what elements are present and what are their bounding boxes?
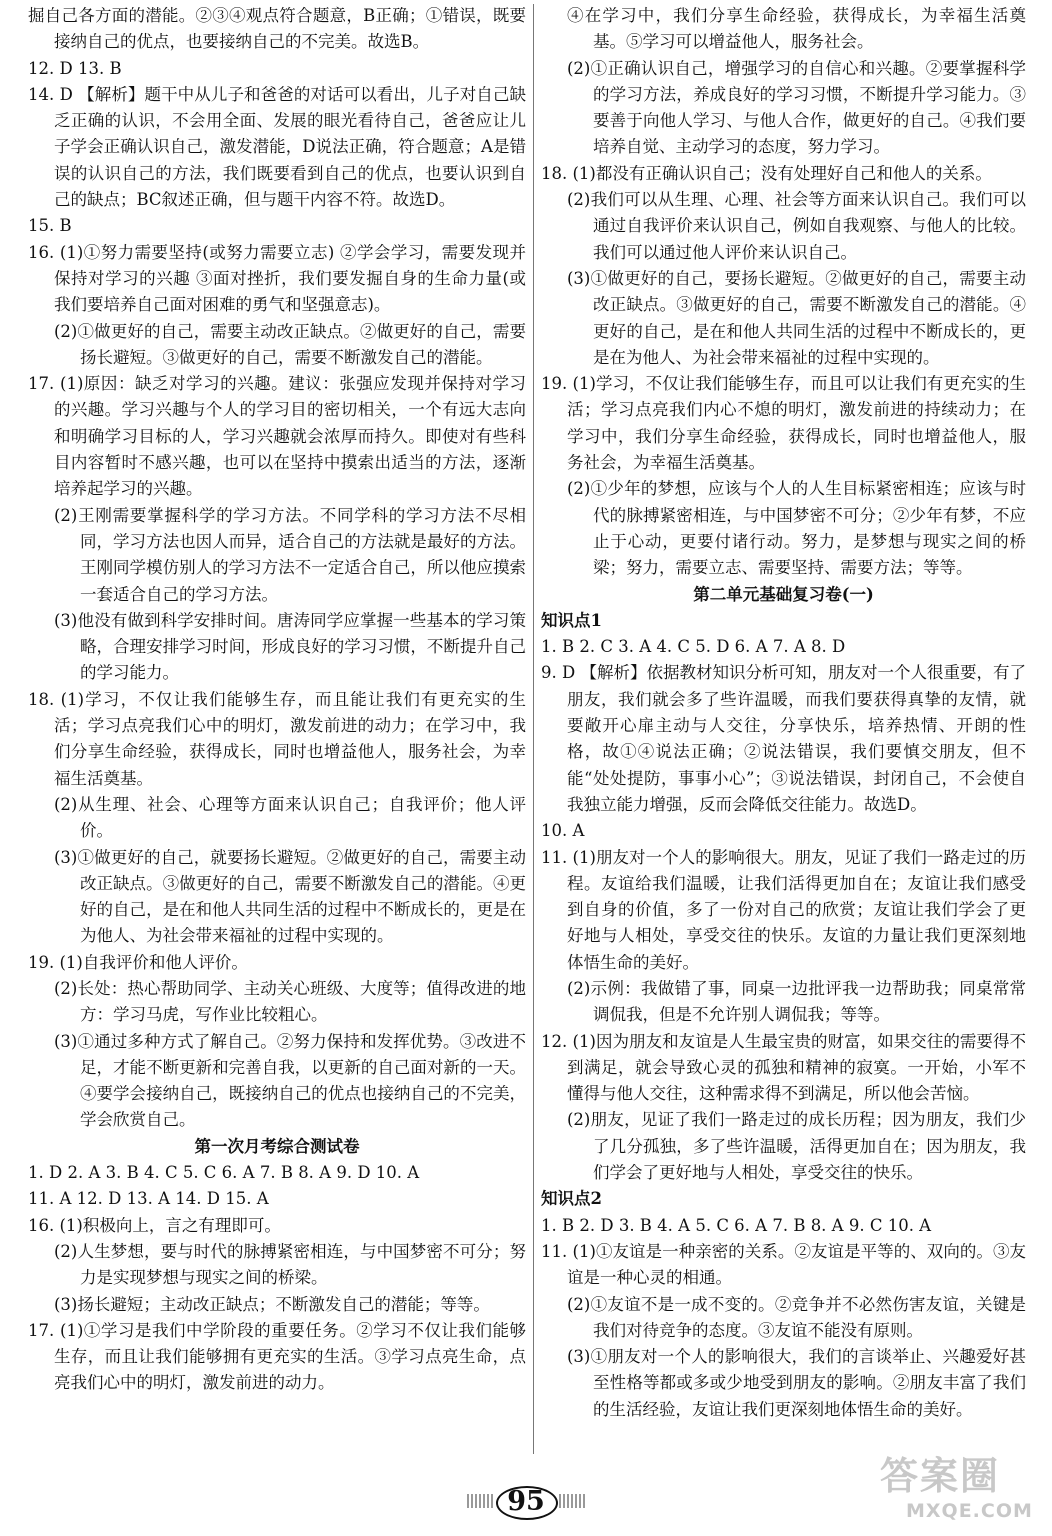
left-column bbox=[28, 3, 526, 1397]
answer-paragraph: 11. A 12. D 13. A 14. D 15. A bbox=[28, 1189, 269, 1209]
page-number-ornament bbox=[467, 1494, 493, 1508]
answer-paragraph: (3)①朋友对一个人的影响很大，我们的言谈举止、兴趣爱好甚至性格等都或多或少地受到朋友的影响。②朋友丰富了我们的生活经验，友谊让我们更深刻地体悟生命的美好。 bbox=[567, 1347, 1026, 1419]
watermark-logo bbox=[880, 1452, 1045, 1532]
answer-paragraph: (2)从生理、社会、心理等方面来认识自己；自我评价；他人评价。 bbox=[54, 794, 526, 841]
answer-paragraph: 10. A bbox=[541, 821, 585, 841]
answer-paragraph: 1. B 2. D 3. B 4. A 5. C 6. A 7. B 8. A 9. C 10. A bbox=[541, 1215, 932, 1235]
answer-paragraph: (3)扬长避短；主动改正缺点；不断激发自己的潜能；等等。 bbox=[54, 1294, 490, 1314]
page-number-text: 95 bbox=[507, 1486, 545, 1517]
answer-paragraph: 18. (1)都没有正确认识自己；没有处理好自己和他人的关系。 bbox=[541, 163, 992, 183]
watermark-title: 答案圈 bbox=[880, 1454, 1001, 1498]
answer-paragraph: (2)长处：热心帮助同学、主动关心班级、大度等；值得改进的地方：学习马虎，写作业比较粗心。 bbox=[54, 978, 526, 1025]
answer-paragraph: 17. (1)原因：缺乏对学习的兴趣。建议：张强应发现并保持对学习的兴趣。学习兴趣与个人的学习目的密切相关，一个有远大志向和明确学习目标的人，学习兴趣就会浓厚而持久。即使对有些科目内容暂时不感兴趣，也可以在坚持中摸索出适当的方法，逐渐培养起学习的兴趣。 bbox=[28, 374, 526, 499]
column-divider bbox=[533, 4, 534, 1454]
answer-paragraph: 17. (1)①学习是我们中学阶段的重要任务。②学习不仅让我们能够生存，而且让我们能够拥有更充实的生活。③学习点亮生命，点亮我们心中的明灯，激发前进的动力。 bbox=[28, 1320, 526, 1393]
answer-paragraph: ④在学习中，我们分享生命经验，获得成长，为幸福生活奠基。⑤学习可以增益他人，服务社会。 bbox=[567, 6, 1026, 52]
answer-paragraph: 1. B 2. C 3. A 4. C 5. D 6. A 7. A 8. D bbox=[541, 637, 846, 657]
answer-paragraph: 16. (1)①努力需要坚持(或努力需要立志) ②学会学习，需要发现并保持对学习的兴趣 ③面对挫折，我们要发掘自身的生命力量(或我们要培养自己面对困难的勇气和坚强意志)。 bbox=[28, 242, 526, 315]
page-number-ornament bbox=[559, 1494, 585, 1508]
knowledge-point-label: 知识点1 bbox=[541, 610, 602, 630]
answer-paragraph: 18. (1)学习，不仅让我们能够生存，而且能让我们有更充实的生活；学习点亮我们心中的明灯，激发前进的动力；在学习中，我们分享生命经验，获得成长，同时也增益他人，服务社会，为幸福生活奠基。 bbox=[28, 689, 526, 788]
page-number bbox=[491, 1482, 561, 1522]
answer-paragraph: 15. B bbox=[28, 216, 72, 236]
answer-paragraph: 14. D 【解析】题干中从儿子和爸爸的对话可以看出，儿子对自己缺乏正确的认识，不会用全面、发展的眼光看待自己，爸爸应让儿子学会正确认识自己，激发潜能，D说法正确，符合题意；A是错误的认识自己的方法，我们既要看到自己的优点，也要认识到自己的缺点；BC叙述正确，但与题干内容不符。故选D。 bbox=[28, 84, 526, 210]
answer-paragraph: (3)他没有做到科学安排时间。唐涛同学应掌握一些基本的学习策略，合理安排学习时间，形成良好的学习习惯，不断提升自己的学习能力。 bbox=[54, 610, 526, 683]
answer-paragraph: (2)①做更好的自己，需要主动改正缺点。②做更好的自己，需要扬长避短。③做更好的自己，需要不断激发自己的潜能。 bbox=[54, 321, 526, 367]
answer-paragraph: (2)王刚需要掌握科学的学习方法。不同学科的学习方法不尽相同，学习方法也因人而异，适合自己的方法就是最好的方法。王刚同学模仿别人的学习方法不一定适合自己，所以他应摸索一套适合自己的学习方法。 bbox=[54, 505, 526, 604]
answer-paragraph: (3)①做更好的自己，要扬长避短。②做更好的自己，需要主动改正缺点。③做更好的自己，需要不断激发自己的潜能。④更好的自己，是在和他人共同生活的过程中不断成长的，更是在为他人、为社会带来福祉的过程中实现的。 bbox=[567, 268, 1026, 367]
section-heading: 第一次月考综合测试卷 bbox=[194, 1136, 360, 1156]
answer-paragraph: (2)示例：我做错了事，同桌一边批评我一边帮助我；同桌常常调侃我，但是不允许别人调侃我；等等。 bbox=[567, 978, 1026, 1025]
answer-paragraph: (2)①友谊不是一成不变的。②竞争并不必然伤害友谊，关键是我们对待竞争的态度。③友谊不能没有原则。 bbox=[567, 1294, 1026, 1340]
answer-paragraph: (3)①做更好的自己，就要扬长避短。②做更好的自己，需要主动改正缺点。③做更好的自己，需要不断激发自己的潜能。④更好的自己，是在和他人共同生活的过程中不断成长的，更是在为他人、为社会带来福祉的过程中实现的。 bbox=[54, 847, 526, 946]
answer-paragraph: 12. (1)因为朋友和友谊是人生最宝贵的财富，如果交往的需要得不到满足，就会导致心灵的孤独和精神的寂寞。一开始，小军不懂得与他人交往，这种需求得不到满足，所以他会苦恼。 bbox=[541, 1031, 1026, 1104]
answer-paragraph: 12. D 13. B bbox=[28, 58, 122, 78]
answer-paragraph: 11. (1)①友谊是一种亲密的关系。②友谊是平等的、双向的。③友谊是一种心灵的相通。 bbox=[541, 1241, 1026, 1288]
right-column bbox=[541, 3, 1026, 1423]
answer-paragraph: (2)①正确认识自己，增强学习的自信心和兴趣。②要掌握科学的学习方法，养成良好的学习习惯，不断提升学习能力。③要善于向他人学习、与他人合作，做更好的自己。④我们要培养自觉、主动学习的态度，努力学习。 bbox=[567, 58, 1026, 157]
answer-paragraph: 掘自己各方面的潜能。②③④观点符合题意，B正确；①错误，既要接纳自己的优点，也要接纳自己的不完美。故选B。 bbox=[28, 6, 526, 52]
answer-paragraph: 16. (1)积极向上，言之有理即可。 bbox=[28, 1215, 281, 1235]
answer-paragraph: 1. D 2. A 3. B 4. C 5. C 6. A 7. B 8. A 9. D 10. A bbox=[28, 1163, 420, 1183]
knowledge-point-label: 知识点2 bbox=[541, 1189, 602, 1209]
answer-paragraph: (2)①少年的梦想，应该与个人的人生目标紧密相连；应该与时代的脉搏紧密相连，与中国梦密不可分；②少年有梦，不应止于心动，更要付诸行动。努力，是梦想与现实之间的桥梁；努力，需要立志、需要坚持、需要方法；等等。 bbox=[567, 479, 1026, 578]
answer-paragraph: 9. D 【解析】依据教材知识分析可知，朋友对一个人很重要，有了朋友，我们就会多了些许温暖，而我们要获得真挚的友情，就要敞开心扉主动与人交往，分享快乐，培养热情、开朗的性格，故①④说法正确；②说法错误，我们要慎交朋友，但不能“处处提防，事事小心”；③说法错误，封闭自己，不会使自我独立能力增强，反而会降低交往能力。故选D。 bbox=[541, 663, 1026, 814]
section-heading: 第二单元基础复习卷(一) bbox=[693, 584, 874, 604]
answer-paragraph: 19. (1)自我评价和他人评价。 bbox=[28, 952, 248, 972]
answer-paragraph: (3)①通过多种方式了解自己。②努力保持和发挥优势。③改进不足，才能不断更新和完善自我，以更新的自己面对新的一天。④要学会接纳自己，既接纳自己的优点也接纳自己的不完美，学会欣赏自己。 bbox=[54, 1031, 526, 1130]
answer-paragraph: (2)我们可以从生理、心理、社会等方面来认识自己。我们可以通过自我评价来认识自己，例如自我观察、与他人的比较。我们可以通过他人评价来认识自己。 bbox=[567, 190, 1026, 262]
watermark-url: MXQE.COM bbox=[906, 1500, 1033, 1522]
answer-paragraph: (2)人生梦想，要与时代的脉搏紧密相连，与中国梦密不可分；努力是实现梦想与现实之间的桥梁。 bbox=[54, 1241, 526, 1288]
answer-paragraph: (2)朋友，见证了我们一路走过的成长历程；因为朋友，我们少了几分孤独，多了些许温暖，活得更加自在；因为朋友，我们学会了更好地与人相处，享受交往的快乐。 bbox=[567, 1110, 1026, 1183]
answer-paragraph: 19. (1)学习，不仅让我们能够生存，而且可以让我们有更充实的生活；学习点亮我们内心不熄的明灯，激发前进的持续动力；在学习中，我们分享生命经验，获得成长，同时也增益他人，服务社会，为幸福生活奠基。 bbox=[541, 374, 1026, 473]
answer-paragraph: 11. (1)朋友对一个人的影响很大。朋友，见证了我们一路走过的历程。友谊给我们温暖，让我们活得更加自在；友谊让我们感受到自身的价值，多了一份对自己的欣赏；友谊让我们学会了更好地与人相处，享受交往的快乐。友谊的力量让我们更深刻地体悟生命的美好。 bbox=[541, 847, 1026, 972]
